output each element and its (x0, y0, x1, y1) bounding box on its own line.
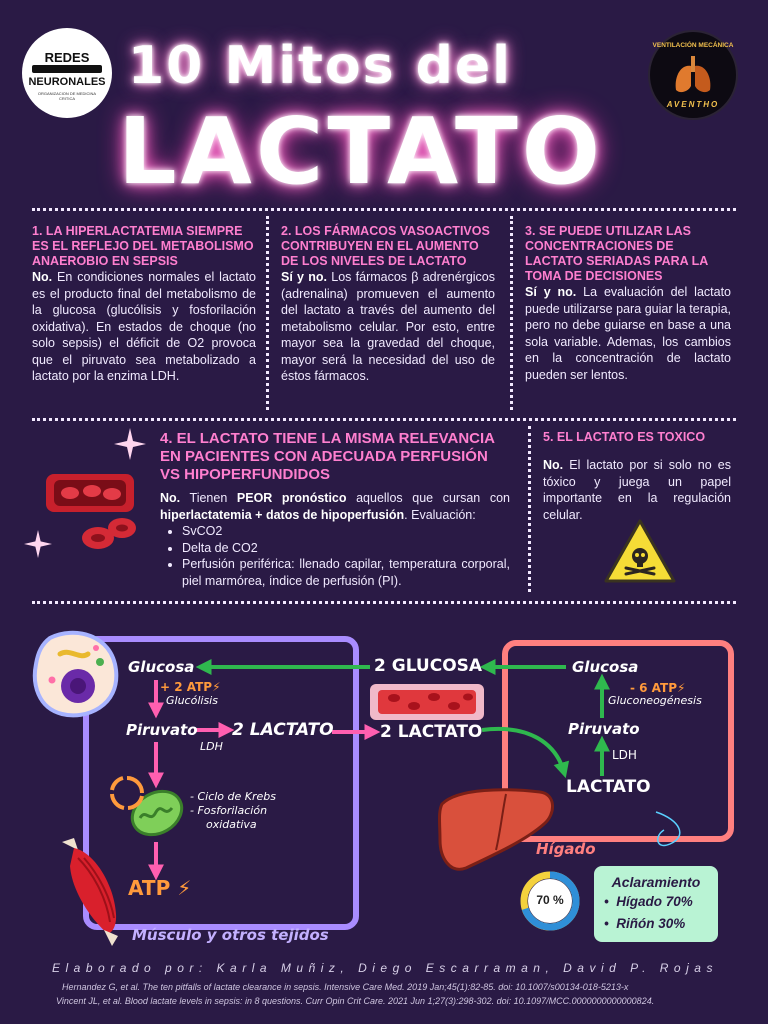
myth-2-title: 2. LOS FÁRMACOS VASOACTIVOS CONTRIBUYEN EN EL AUMENTO DE LOS NIVELES DE LACTATO (281, 224, 490, 268)
list-item: • Perfusión periférica: llenado capilar, temperatura corporal, piel marmórea, índice de perfusión (PI). (182, 556, 510, 589)
logo-aventho-top: VENTILACIÓN MECÁNICA (652, 42, 734, 49)
logo-redes-line1: REDES (44, 50, 90, 65)
krebs-cycle-icon (108, 774, 146, 812)
aclaramiento-item-1: • Hígado 70% (604, 894, 693, 909)
myth-4-answer: No. (160, 491, 181, 505)
list-item: • Delta de CO2 (182, 540, 510, 557)
gluconeogenesis-label: Gluconeogénesis (608, 694, 702, 707)
title-line2: LACTATO (118, 98, 604, 205)
myth-4-text-a: Tienen (180, 491, 237, 505)
left-ldh: LDH (200, 740, 223, 753)
center-lactato: 2 LACTATO (380, 722, 483, 742)
left-piruvato: Piruvato (126, 721, 198, 739)
left-glucosa: Glucosa (128, 658, 195, 676)
myth-2-text: Los fármacos β adrenérgicos (adrenalina) promueven el aumento del lactato a través del aumento del metabolismo celular. Por esto, entre mayor sea la gravedad del choque, mayor será la necesidad del uso de éstos fármacos. (281, 270, 495, 383)
clearance-donut (518, 869, 582, 933)
reference-2: Vincent JL, et al. Blood lactate levels in sepsis: in 8 questions. Curr Opin Crit Care. 2021 Jun 1;27(3):298-302. doi: 10.1097/MCC.0000000000000824. (56, 996, 655, 1006)
lightning-icon: ⚡ (677, 681, 686, 695)
myth-4-text-e: . Evaluación: (404, 507, 476, 522)
fosforilacion-label: - Fosforilación (190, 804, 268, 817)
lightning-icon: ⚡ (212, 680, 221, 694)
vessel-center-icon (368, 682, 486, 722)
right-ldh: LDH (612, 748, 637, 762)
atp-plus (160, 680, 221, 694)
oxidativa-label: oxidativa (206, 818, 257, 831)
liver-icon (436, 784, 558, 874)
glucolisis-label: Glucólisis (166, 694, 218, 707)
aclaramiento-item-1-text: Hígado 70% (616, 894, 693, 909)
myth-5-answer: No. (543, 458, 564, 472)
myth-2-answer: Sí y no. (281, 270, 327, 284)
center-glucosa: 2 GLUCOSA (374, 656, 483, 676)
aclaramiento-box (594, 866, 718, 942)
myth-3-title: 3. SE PUEDE UTILIZAR LAS CONCENTRACIONES DE LACTATO SERIADAS PARA LA TOMA DE DECISIONES (525, 224, 708, 283)
myth-4-text-d: hiperlactatemia + datos de hipoperfusión (160, 507, 405, 522)
title-line1: 10 Mitos del (128, 36, 512, 96)
aclaramiento-title: Aclaramiento (611, 874, 701, 890)
muscle-icon (52, 832, 128, 948)
myth-1-text: En condiciones normales el lactato es el producto final del metabolismo de la glucosa (glucólisis y fosforilación oxidativa). En estados de choque (no solo sepsis) el déficit de O2 provoca que el piruvato sea metabolizado a lactato por la enzima LDH. (32, 270, 256, 383)
myth-4-text-c: aquellos que cursan con (346, 491, 511, 505)
atp-final (128, 876, 191, 900)
reference-1: Hernandez G, et al. The ten pitfalls of lactate clearance in sepsis. Intensive Care Med. 2019 Jan;45(1):82-85. doi: 10.1007/s00134-018-5213-x (62, 982, 629, 992)
logo-redes-tagline: ORGANIZACION DE MEDICINA CRITICA (37, 91, 97, 101)
atp-plus-label: + 2 ATP (160, 680, 213, 694)
myth-1-answer: No. (32, 270, 53, 284)
right-piruvato: Piruvato (568, 720, 640, 738)
right-lactato: LACTATO (566, 777, 651, 797)
cell-icon (30, 624, 120, 722)
aclaramiento-item-2-text: Riñón 30% (616, 916, 686, 931)
higado-label: Hígado (536, 840, 596, 858)
myth-5-title: 5. EL LACTATO ES TOXICO (543, 430, 706, 444)
atp-minus-label: - 6 ATP (630, 681, 678, 695)
logo-aventho-bottom: AVENTHO (666, 100, 720, 109)
myth-4-title: 4. EL LACTATO TIENE LA MISMA RELEVANCIA EN PACIENTES CON ADECUADA PERFUSIÓN VS HIPOPERFUNDIDOS (160, 430, 495, 483)
lightning-icon: ⚡ (177, 876, 192, 900)
krebs-label: - Ciclo de Krebs (190, 790, 276, 803)
logo-redes-line2: NEURONALES (28, 76, 106, 88)
right-glucosa: Glucosa (572, 658, 639, 676)
myth-1-title: 1. LA HIPERLACTATEMIA SIEMPRE ES EL REFLEJO DEL METABOLISMO ANAEROBIO EN SEPSIS (32, 224, 254, 268)
atp-minus (630, 681, 685, 695)
list-item: • SvCO2 (182, 523, 510, 540)
musculo-label: Músculo y otros tejidos (132, 926, 329, 944)
left-lactato: 2 LACTATO (232, 720, 334, 740)
myth-5-text: El lactato por si solo no es tóxico y juega un papel importante en la regulación celular. (543, 458, 731, 522)
aclaramiento-item-2: • Riñón 30% (604, 916, 686, 931)
credits: Elaborado por: Karla Muñiz, Diego Escarraman, David P. Rojas (52, 961, 718, 975)
myth-3-answer: Sí y no. (525, 285, 577, 299)
myth-3-text: La evaluación del lactato puede utilizarse para guiar la terapia, pero no debe guiarse en base a una sola variable. Ademas, los cambios en la concentración de lactato pueden ser lentos. (525, 285, 731, 382)
atp-final-label: ATP (128, 876, 171, 900)
myth-4-text-b: PEOR pronóstico (236, 491, 347, 505)
donut-value: 70 % (536, 893, 564, 907)
